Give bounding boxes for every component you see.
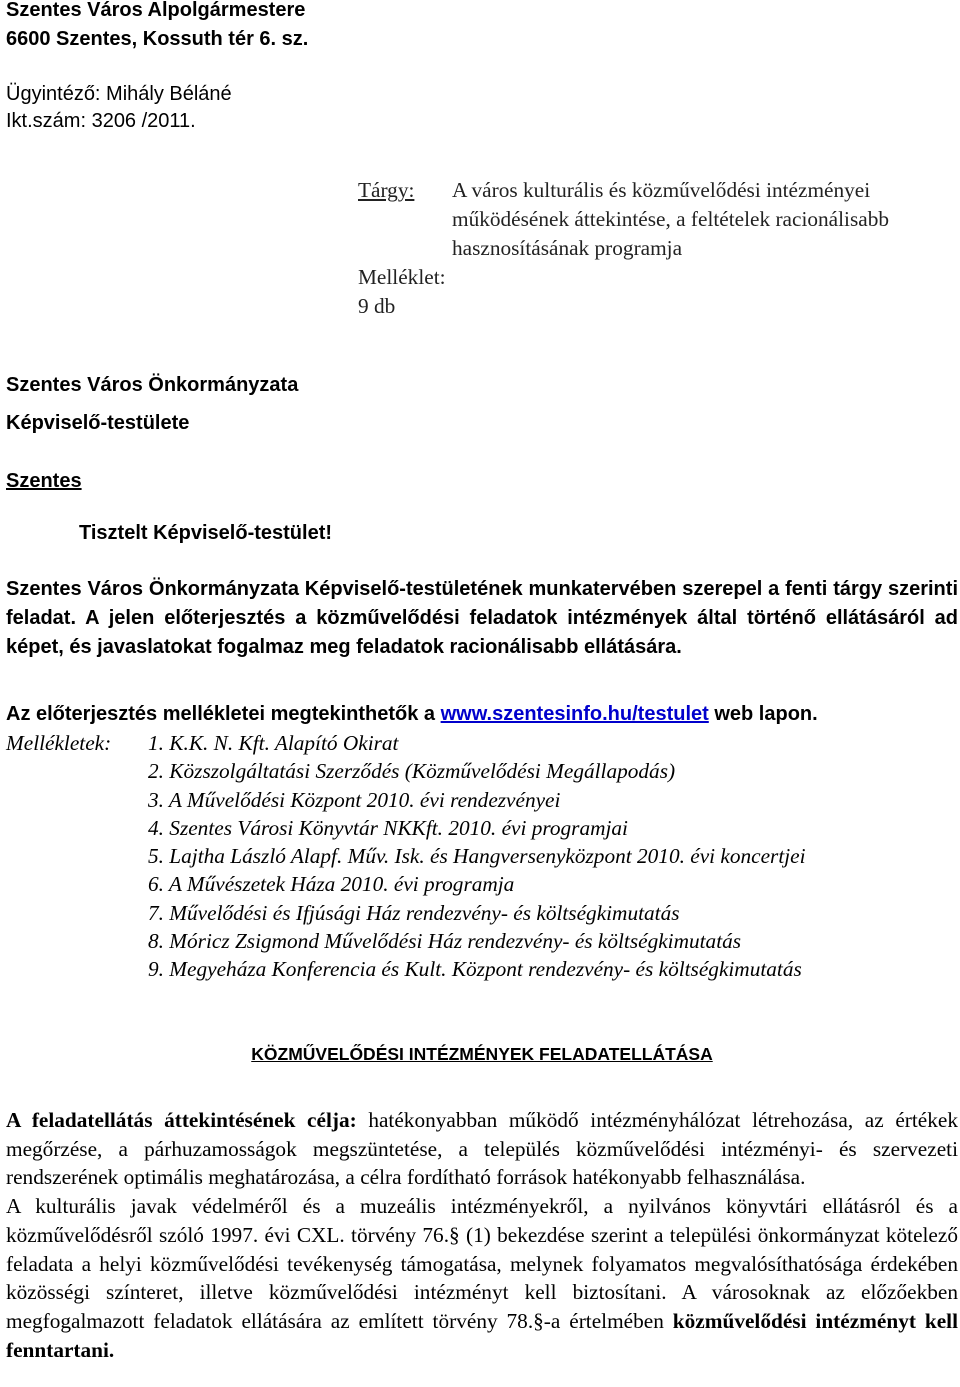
- sender-address: 6600 Szentes, Kossuth tér 6. sz.: [6, 27, 309, 50]
- subject-text: A város kulturális és közművelődési intézményei működésének áttekintése, a feltételek racionálisabb hasznosításának programja: [452, 178, 889, 260]
- attachment-item: 6. A Művészetek Háza 2010. évi programja: [148, 872, 515, 897]
- case-file-number: Ikt.szám: 3206 /2011.: [6, 109, 196, 132]
- attachment-count: Melléklet: 9 db: [358, 265, 446, 318]
- sender-block: [6, 0, 308, 53]
- attachment-item: 4. Szentes Városi Könyvtár NKKft. 2010. évi programjai: [148, 815, 628, 840]
- paragraph-law: [6, 1192, 958, 1364]
- attachments-link[interactable]: www.szentesinfo.hu/testulet: [440, 703, 709, 725]
- attachments-note: [6, 700, 818, 729]
- attachment-item: 2. Közszolgáltatási Szerződés (Közművelődési Megállapodás): [148, 759, 676, 784]
- subject-label: Tárgy:: [358, 178, 415, 202]
- intro-paragraph: Szentes Város Önkormányzata Képviselő-testületének munkatervében szerepel a fenti tárgy szerinti feladat. A jelen előterjesztés a közművelődési feladatok intézmények által történő ellátásáról ad képet, és javaslatokat fogalmaz meg feladatok racionálisabb ellátására.: [6, 578, 958, 658]
- attachment-item: 1. K.K. N. Kft. Alapító Okirat: [148, 731, 399, 755]
- attachments-label: Mellékletek:: [6, 731, 112, 755]
- addressee-city: Szentes: [6, 470, 82, 492]
- section-heading: KÖZMŰVELŐDÉSI INTÉZMÉNYEK FELADATELLÁTÁSA: [251, 1044, 713, 1064]
- sender-title: Szentes Város Alpolgármestere: [6, 0, 306, 21]
- paragraph-purpose-text: hatékonyabban működő intézményhálózat létrehozása, az értékek megőrzése, a párhuzamosságok megszüntetése, a település közművelődési intézményi- és szervezeti rendszerének optimális meghatározása, a célra fordítható források hatékonyabb felhasználása.: [6, 1108, 958, 1190]
- attachment-item: 5. Lajtha László Alapf. Műv. Isk. és Hangversenyközpont 2010. évi koncertjei: [148, 844, 806, 869]
- addressee-line1: Szentes Város Önkormányzata: [6, 374, 299, 396]
- paragraph-law-tail: közművelődési intézményt kell fenntartani.: [6, 1308, 959, 1362]
- attachments-note-before: Az előterjesztés mellékletei megtekinthetők a: [6, 703, 441, 725]
- attachments-note-after: web lapon.: [708, 703, 818, 725]
- paragraph-purpose-lead: A feladatellátás áttekintésének célja:: [6, 1108, 357, 1132]
- attachment-item: 3. A Művelődési Központ 2010. évi rendezvényei: [148, 787, 561, 812]
- salutation: Tisztelt Képviselő-testület!: [79, 522, 333, 544]
- paragraph-law-text: A kulturális javak védelméről és a muzeális intézményekről, a nyilvános könyvtári ellátásról és a közművelődésről szóló 1997. évi CXL. törvény 76.§ (1) bekezdése szerint a települési önkormányzat kötelező feladata a helyi közművelődési tevékenység támogatása, melynek folyamatos megvalósíthatósága érdekében közösségi színteret, illetve közművelődési intézményt kell biztosítani. A városoknak az előzőekben megfogalmazott feladatok ellátására az említett törvény 78.§-a értelmében: [6, 1194, 958, 1333]
- body-text: [6, 1106, 958, 1364]
- case-info: [6, 81, 232, 134]
- addressee-block: [6, 366, 298, 500]
- attachment-item: 7. Művelődési és Ifjúsági Ház rendezvény- és költségkimutatás: [148, 900, 680, 925]
- attachments-list: [148, 729, 806, 984]
- attachment-item: 8. Móricz Zsigmond Művelődési Ház rendezvény- és költségkimutatás: [148, 929, 742, 954]
- case-handler: Ügyintéző: Mihály Béláné: [6, 83, 232, 105]
- paragraph-purpose: [6, 1106, 958, 1192]
- attachment-item: 9. Megyeháza Konferencia és Kult. Központ rendezvény- és költségkimutatás: [148, 957, 802, 982]
- addressee-line2: Képviselő-testülete: [6, 412, 190, 434]
